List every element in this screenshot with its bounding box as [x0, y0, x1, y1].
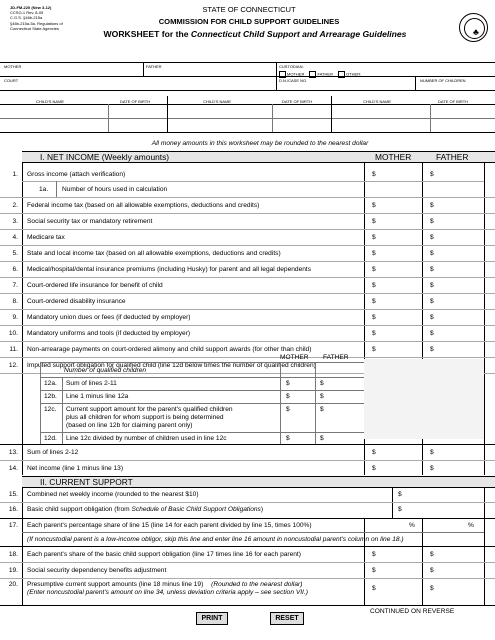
row-4-mother-dollar[interactable]: $: [372, 234, 376, 241]
row-10-father-dollar[interactable]: $: [430, 330, 434, 337]
row-19-mother-dollar[interactable]: $: [372, 567, 376, 574]
row-14-label: Net income (line 1 minus line 13): [27, 465, 124, 472]
row-2-mother-dollar[interactable]: $: [372, 202, 376, 209]
state-seal-icon: ♣: [459, 13, 488, 42]
row-2-father-dollar[interactable]: $: [430, 202, 434, 209]
row-18-father-dollar[interactable]: $: [430, 551, 434, 558]
row-12a-number: 12a.: [44, 380, 57, 387]
sub12-father-header: FATHER: [323, 354, 349, 361]
row-12d-number: 12d.: [44, 435, 57, 442]
row-19-father-dollar[interactable]: $: [430, 567, 434, 574]
row-10-label: Mandatory uniforms and tools (if deducted by employer): [27, 330, 191, 337]
mother-label: MOTHER: [4, 64, 22, 69]
case-number-label: D.N./CASE NO.: [279, 78, 308, 83]
row-7-mother-dollar[interactable]: $: [372, 282, 376, 289]
regs-line-1: §46b-215a-5a, Regulations of: [10, 21, 63, 26]
row-12a-label: Sum of lines 2-11: [66, 380, 117, 387]
row-6-label: Medical/hospital/dental insurance premiums (including Husky) for parent and all legal dependents: [27, 266, 312, 273]
row-12c-number: 12c.: [44, 406, 57, 413]
row-12d-father-dollar[interactable]: $: [320, 435, 324, 442]
childs-name-header-3: CHILD'S NAME: [363, 99, 392, 104]
row-18-number: 18.: [8, 551, 18, 558]
row-20-note: (Enter noncustodial parent's amount on line 34, unless deviation criteria apply – see section VII.): [27, 589, 308, 596]
row-12c-label-2: plus all children for whom support is being determined: [66, 414, 224, 421]
row-20-number: 20.: [8, 581, 18, 588]
form-id: JD-FM-220 (New 3-12): [10, 5, 52, 10]
row-9-father-dollar[interactable]: $: [430, 314, 434, 321]
row-7-label: Court-ordered life insurance for benefit of child: [27, 282, 163, 289]
row-13-father-dollar[interactable]: $: [430, 449, 434, 456]
row-3-mother-dollar[interactable]: $: [372, 218, 376, 225]
row-12d-label: Line 12c divided by number of children used in line 12c: [66, 435, 227, 442]
row-1-number: 1.: [12, 171, 18, 178]
regs-line-2: Connecticut State Agencies: [10, 26, 59, 31]
print-button[interactable]: PRINT: [196, 612, 228, 625]
row-9-mother-dollar[interactable]: $: [372, 314, 376, 321]
row-17-mother-percent[interactable]: %: [409, 522, 415, 529]
row-7-father-dollar[interactable]: $: [430, 282, 434, 289]
row-12b-label: Line 1 minus line 12a: [66, 393, 129, 400]
row-divider: [0, 261, 495, 262]
custodian-options: MOTHER FATHER OTHER:: [279, 71, 361, 78]
row-4-label: Medicare tax: [27, 234, 65, 241]
dob-header-3: DATE OF BIRTH: [438, 99, 469, 104]
row-5-label: State and local income tax (based on all allowable exemptions, deductions and credits): [27, 250, 281, 257]
row-5-number: 5.: [12, 250, 18, 257]
row-6-number: 6.: [12, 266, 18, 273]
row-1a-number: 1a.: [39, 186, 49, 193]
row-12b-number: 12b.: [44, 393, 57, 400]
row-20-mother-dollar[interactable]: $: [372, 585, 376, 592]
row-9-number: 9.: [12, 314, 18, 321]
col-father-header: FATHER: [436, 152, 469, 162]
row-17-number: 17.: [8, 522, 18, 529]
row-9-label: Mandatory union dues or fees (if deducted by employer): [27, 314, 191, 321]
row-16-label: Basic child support obligation (from Schedule of Basic Child Support Obligations): [27, 506, 264, 513]
row-8-number: 8.: [12, 298, 18, 305]
row-10-number: 10.: [8, 330, 18, 337]
row-2-label: Federal income tax (based on all allowable exemptions, deductions and credits): [27, 202, 260, 209]
row-13-mother-dollar[interactable]: $: [372, 449, 376, 456]
court-label: COURT: [4, 78, 19, 83]
dob-header-2: DATE OF BIRTH: [282, 99, 313, 104]
row-14-mother-dollar[interactable]: $: [372, 465, 376, 472]
row-12-number: 12.: [8, 362, 18, 369]
dob-header-1: DATE OF BIRTH: [120, 99, 151, 104]
row-12a-mother-dollar[interactable]: $: [286, 380, 290, 387]
row-12b-father-dollar[interactable]: $: [320, 393, 324, 400]
sub12-header: Number of qualified children: [64, 367, 147, 374]
commission-name: COMMISSION FOR CHILD SUPPORT GUIDELINES: [158, 17, 340, 26]
sub12-mother-header: MOTHER: [280, 354, 309, 361]
row-12d-mother-dollar[interactable]: $: [286, 435, 290, 442]
row-1-father-dollar[interactable]: $: [430, 171, 434, 178]
form-refs: CCSG-1 Rev. 8-05: [10, 10, 44, 15]
row-17-note: (If noncustodial parent is a low-income obligor, skip this line and enter line 16 amount in noncustodial parent's column on line 18.): [27, 536, 404, 543]
row-12c-father-dollar[interactable]: $: [320, 406, 324, 413]
row-15-label: Combined net weekly income (rounded to the nearest $10): [27, 491, 199, 498]
row-8-mother-dollar[interactable]: $: [372, 298, 376, 305]
statute: C.G.S. §46b-215a: [10, 15, 43, 20]
rounding-notice: All money amounts in this worksheet may be rounded to the nearest dollar: [151, 140, 369, 147]
row-4-father-dollar[interactable]: $: [430, 234, 434, 241]
row-10-mother-dollar[interactable]: $: [372, 330, 376, 337]
row-divider: [0, 357, 495, 358]
custodian-label: CUSTODIAN:: [279, 64, 304, 69]
row-15-number: 15.: [8, 491, 18, 498]
row-13-label: Sum of lines 2-12: [27, 449, 79, 456]
row-14-number: 14.: [8, 465, 18, 472]
row-11-father-dollar[interactable]: $: [430, 346, 434, 353]
row-15-dollar[interactable]: $: [398, 491, 402, 498]
row-5-mother-dollar[interactable]: $: [372, 250, 376, 257]
row-11-label: Non-arrearage payments on court-ordered alimony and child support awards (for other than child): [27, 346, 312, 353]
row-11-number: 11.: [9, 346, 18, 353]
row-divider: [0, 309, 495, 310]
row-divider: [0, 213, 495, 214]
row-17-father-percent[interactable]: %: [468, 522, 474, 529]
row-divider: [0, 245, 495, 246]
continued-note: CONTINUED ON REVERSE: [370, 608, 455, 615]
row-16-dollar[interactable]: $: [398, 506, 402, 513]
row-7-number: 7.: [12, 282, 18, 289]
row-16-number: 16.: [8, 506, 18, 513]
father-label: FATHER: [146, 64, 162, 69]
row-divider: [0, 325, 495, 326]
row-6-father-dollar[interactable]: $: [430, 266, 434, 273]
row-19-number: 19.: [8, 567, 18, 574]
row-11-mother-dollar[interactable]: $: [372, 346, 376, 353]
row-3-number: 3.: [12, 218, 18, 225]
col-mother-header: MOTHER: [375, 152, 412, 162]
row-20-label: Presumptive current support amounts (line 18 minus line 19) (Rounded to the nearest dollar): [27, 581, 303, 588]
row-13-number: 13.: [8, 449, 18, 456]
row-12-label: Imputed support obligation for qualified child (line 12d below times the number of qualified children): [27, 362, 316, 369]
childs-name-header-1: CHILD'S NAME: [36, 99, 65, 104]
row-3-label: Social security tax or mandatory retirement: [27, 218, 153, 225]
row-12c-label-3: (based on line 12b for claiming parent only): [66, 422, 193, 429]
row-17-label: Each parent's percentage share of line 15 (line 14 for each parent divided by line 15, times 100%): [27, 522, 312, 529]
row-divider: [0, 229, 495, 230]
row-20-father-dollar[interactable]: $: [430, 585, 434, 592]
row-5-father-dollar[interactable]: $: [430, 250, 434, 257]
childs-name-header-2: CHILD'S NAME: [203, 99, 232, 104]
row-1-mother-dollar[interactable]: $: [372, 171, 376, 178]
page-title: WORKSHEET for the Connecticut Child Support and Arrearage Guidelines: [103, 29, 407, 39]
row-12c-mother-dollar[interactable]: $: [286, 406, 290, 413]
reset-button[interactable]: RESET: [270, 612, 304, 625]
row-1a-label: Number of hours used in calculation: [62, 186, 168, 193]
row-12a-father-dollar[interactable]: $: [320, 380, 324, 387]
row-4-number: 4.: [12, 234, 18, 241]
row-2-number: 2.: [12, 202, 18, 209]
row-8-label: Court-ordered disability insurance: [27, 298, 126, 305]
row-14-father-dollar[interactable]: $: [430, 465, 434, 472]
section-1-title: I. NET INCOME (Weekly amounts): [40, 152, 170, 162]
row-1-label: Gross income (attach verification): [27, 171, 126, 178]
row-19-label: Social security dependency benefits adjustment: [27, 567, 167, 574]
row-divider: [0, 341, 495, 342]
section-2-title: II. CURRENT SUPPORT: [40, 477, 133, 487]
row-18-mother-dollar[interactable]: $: [372, 551, 376, 558]
number-of-children-label: NUMBER OF CHILDREN: [420, 78, 466, 83]
row-divider: [0, 293, 495, 294]
row-12c-label-1: Current support amount for the parent's qualified children: [66, 406, 233, 413]
state-name: STATE OF CONNECTICUT: [202, 5, 296, 14]
row-12b-mother-dollar[interactable]: $: [286, 393, 290, 400]
row-8-father-dollar[interactable]: $: [430, 298, 434, 305]
row-3-father-dollar[interactable]: $: [430, 218, 434, 225]
row-18-label: Each parent's share of the basic child support obligation (line 17 times line 16 for each parent): [27, 551, 301, 558]
row-divider: [0, 277, 495, 278]
row-6-mother-dollar[interactable]: $: [372, 266, 376, 273]
